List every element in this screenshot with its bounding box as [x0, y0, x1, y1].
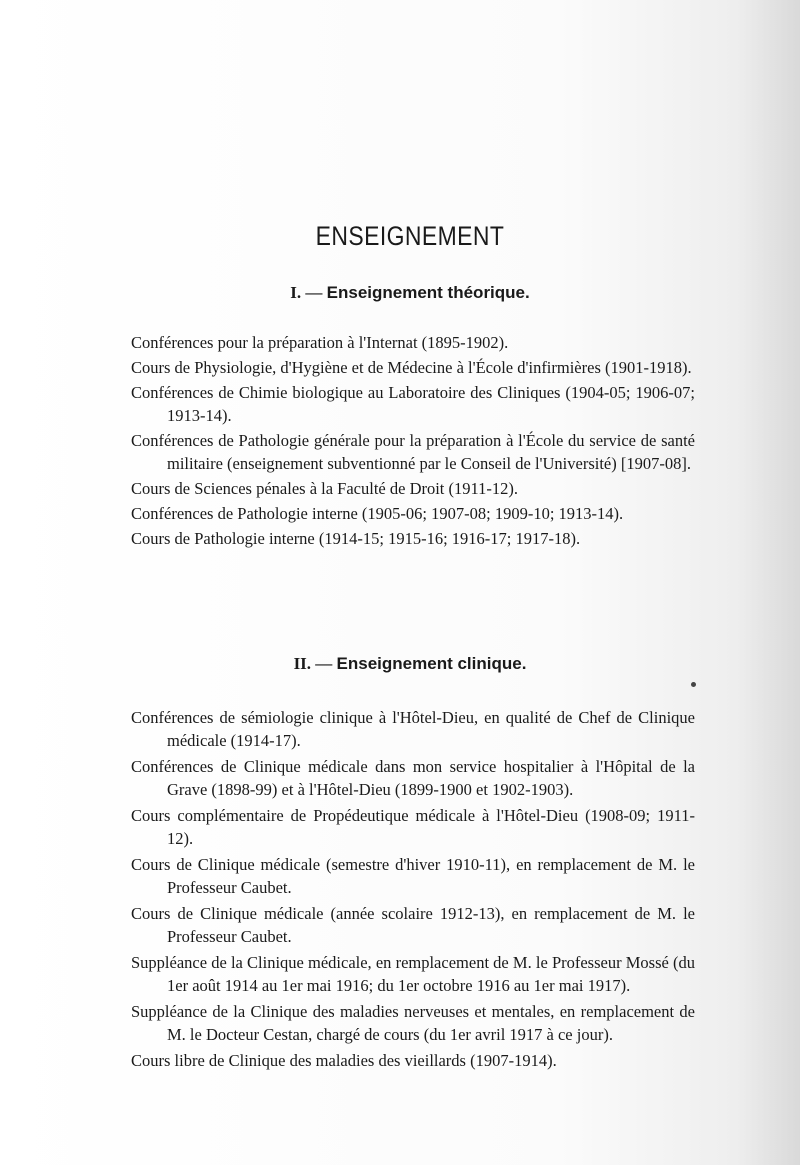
list-item: Conférences de sémiologie clinique à l'Hôtel-Dieu, en qualité de Chef de Clinique médicale (1914-17). — [131, 708, 695, 750]
section-label: Enseignement théorique. — [326, 283, 530, 302]
list-item: Cours de Clinique médicale (semestre d'hiver 1910-11), en remplacement de M. le Professeur Caubet. — [131, 855, 695, 897]
list-item: Conférences pour la préparation à l'Internat (1895-1902). — [131, 333, 509, 352]
list-item: Suppléance de la Clinique médicale, en remplacement de M. le Professeur Mossé (du 1er août 1914 au 1er mai 1916; du 1er octobre 1916 au 1er mai 1917). — [131, 953, 695, 995]
section-number: I. — — [290, 283, 323, 302]
section-number: II. — — [293, 654, 333, 673]
ink-speck — [691, 682, 696, 687]
page-title: ENSEIGNEMENT — [315, 221, 505, 252]
list-item: Cours de Sciences pénales à la Faculté de Droit (1911-12). — [131, 479, 519, 498]
list-item: Cours de Pathologie interne (1914-15; 1915-16; 1916-17; 1917-18). — [131, 529, 581, 548]
list-item: Conférences de Chimie biologique au Laboratoire des Cliniques (1904-05; 1906-07; 1913-14). — [131, 383, 695, 425]
list-item: Cours libre de Clinique des maladies des vieillards (1907-1914). — [131, 1051, 557, 1070]
list-item: Conférences de Pathologie générale pour la préparation à l'École du service de santé militaire (enseignement subventionné par le Conseil de l'Université) [1907-08]. — [131, 431, 695, 473]
list-item: Cours complémentaire de Propédeutique médicale à l'Hôtel-Dieu (1908-09; 1911-12). — [131, 806, 695, 848]
entry-list-clinique — [131, 706, 695, 1075]
entry-list-theorique — [131, 331, 695, 552]
list-item: Cours de Physiologie, d'Hygiène et de Médecine à l'École d'infirmières (1901-1918). — [131, 358, 692, 377]
list-item: Suppléance de la Clinique des maladies nerveuses et mentales, en remplacement de M. le Docteur Cestan, chargé de cours (du 1er avril 1917 à ce jour). — [131, 1002, 695, 1044]
list-item: Cours de Clinique médicale (année scolaire 1912-13), en remplacement de M. le Professeur Caubet. — [131, 904, 695, 946]
section-label: Enseignement clinique. — [336, 654, 527, 673]
list-item: Conférences de Clinique médicale dans mon service hospitalier à l'Hôpital de la Grave (1898-99) et à l'Hôtel-Dieu (1899-1900 et 1902-1903). — [131, 757, 695, 799]
list-item: Conférences de Pathologie interne (1905-06; 1907-08; 1909-10; 1913-14). — [131, 504, 624, 523]
section-heading-theorique — [0, 283, 800, 303]
section-heading-clinique — [0, 654, 800, 674]
